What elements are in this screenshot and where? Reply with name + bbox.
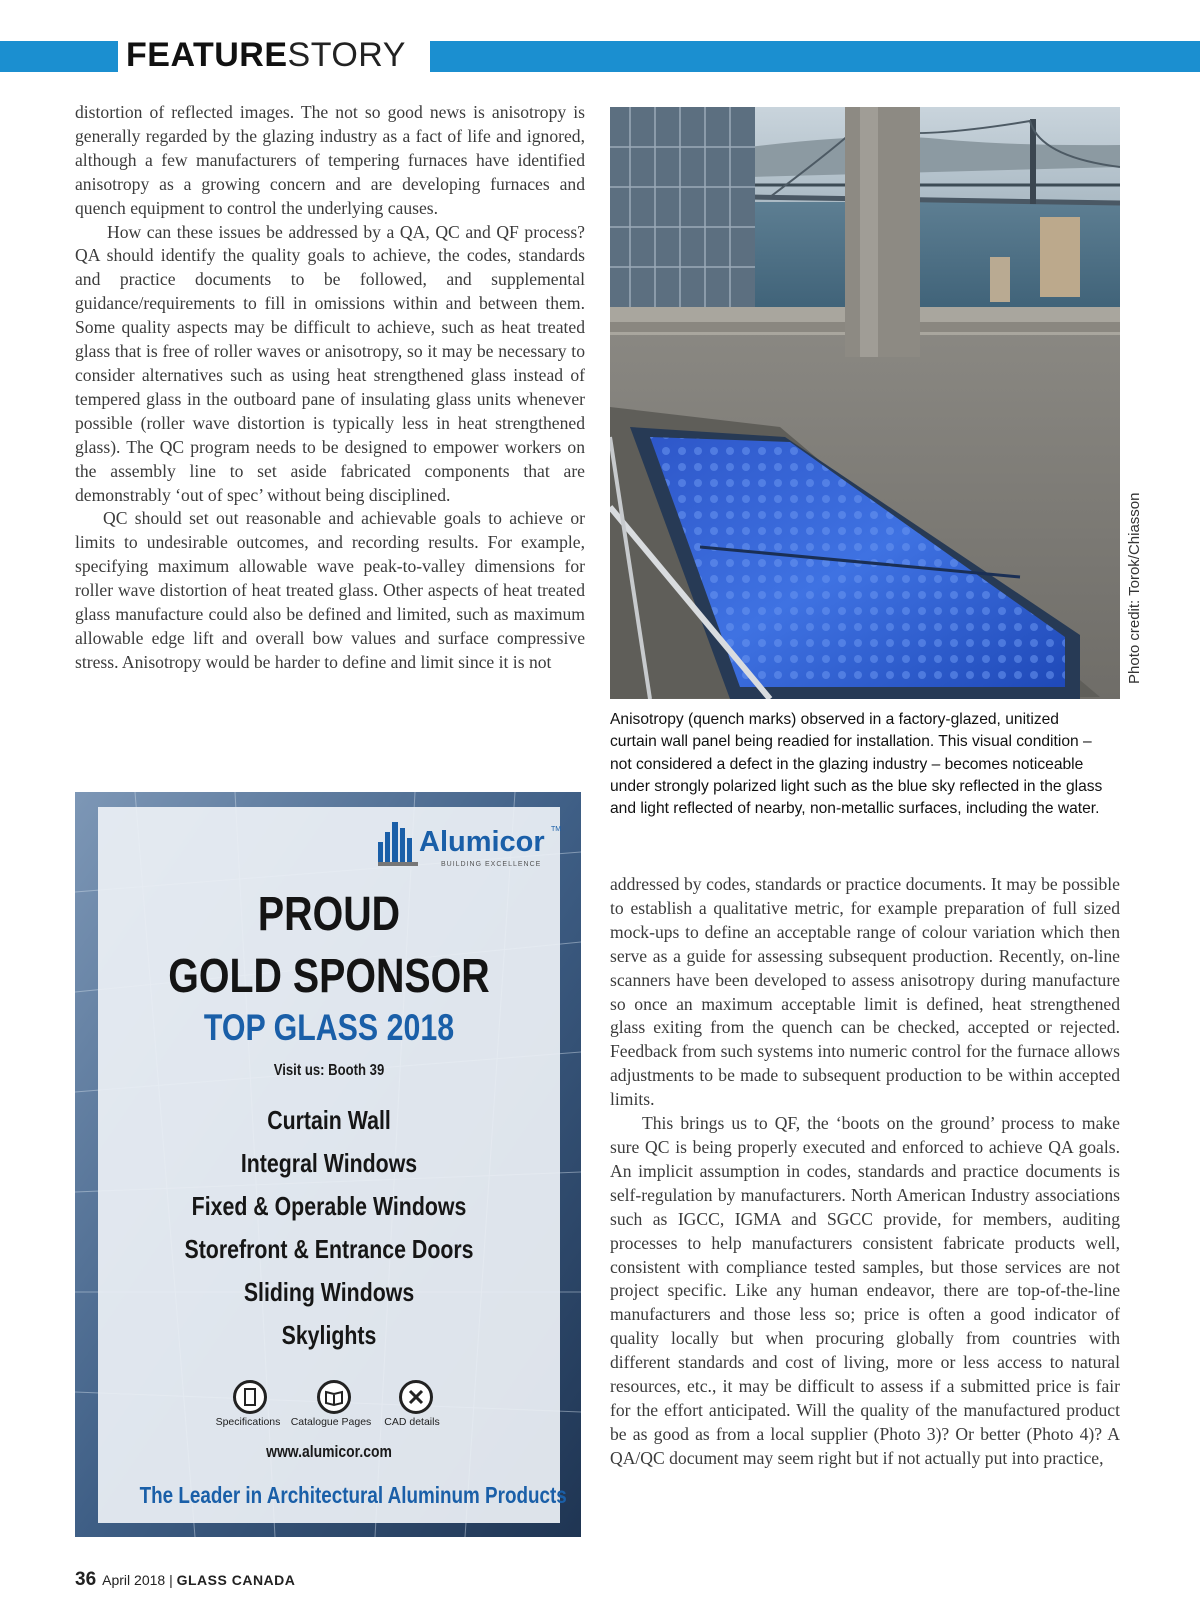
ad-event-name: TOP GLASS 2018	[203, 1007, 455, 1048]
ad-icon-label: Specifications	[215, 1416, 281, 1428]
ad-product-item: Curtain Wall	[267, 1105, 391, 1135]
photo-credit	[1124, 492, 1148, 684]
ad-icon-label: CAD details	[384, 1416, 440, 1428]
ad-brand-trademark: TM	[551, 826, 562, 833]
ad-brand-tagline: BUILDING EXCELLENCE	[441, 861, 542, 868]
ad-headline-proud: PROUD	[257, 888, 401, 941]
document-icon[interactable]	[233, 1380, 267, 1414]
book-icon[interactable]	[317, 1380, 351, 1414]
ad-product-item: Storefront & Entrance Doors	[184, 1234, 474, 1264]
ad-product-item: Sliding Windows	[243, 1277, 415, 1307]
article-column-right	[610, 873, 1120, 1471]
tools-icon[interactable]	[399, 1380, 433, 1414]
issue-date: April 2018 |	[102, 1572, 177, 1588]
section-title-bold: FEATURE	[126, 36, 288, 74]
alumicor-logo-icon	[378, 818, 418, 866]
article-paragraph: How can these issues be addressed by a QA, QC and QF process? QA should identify the quality goals to achieve, the codes, standards and practice documents to be followed, and supplemental guidance/requirements to fill in omissions within and between them. Some quality aspects may be difficult to achieve, such as heat treated glass that is free of roller waves or anisotropy, so it may be necessary to consider alternatives such as using heat strengthened glass instead of tempered glass in the outboard pane of insulating glass units whenever possible (roller wave distortion is typically less in heat strengthened glass). The QC program needs to be designed to empower workers on the assembly line to set aside fabricated components that are demonstrably ‘out of spec’ without being disciplined.	[75, 221, 585, 505]
ad-product-item: Integral Windows	[240, 1148, 418, 1178]
ad-brand-name: Alumicor	[419, 826, 545, 858]
section-title	[126, 33, 406, 73]
photo-caption: Anisotropy (quench marks) observed in a factory-glazed, unitized curtain wall panel being readied for installation. This visual condition – not considered a defect in the glazing industry – becomes noticeable under strongly polarized light such as the blue sky reflected in the glass and light reflected of nearby, non-metallic surfaces, including the water.	[610, 711, 1103, 818]
header-accent-bar-right	[430, 41, 1200, 72]
section-title-light: STORY	[287, 36, 406, 74]
ad-website-link[interactable]: www.alumicor.com	[266, 1442, 392, 1461]
ad-headline-sponsor: GOLD SPONSOR	[168, 950, 490, 1003]
article-column-left	[75, 101, 585, 675]
ad-slogan: The Leader in Architectural Aluminum Products	[139, 1482, 567, 1508]
page-footer	[75, 1568, 295, 1592]
article-paragraph: This brings us to QF, the ‘boots on the ground’ process to make sure QC is being properly executed and enforced to achieve QA goals. An implicit assumption in codes, standards and practice documents is self-regulation by manufacturers. North American Industry associations such as IGCC, IGMA and SGCC provide, for members, auditing processes to help manufacturers consistent fabricate products well, consistent with compliance tested samples, but those services are not project specific. Like any human endeavor, there are top-of-the-line manufacturers and those less so; price is often a good indicator of quality locally but when procuring globally from countries with different standards and cost of living, more or less access to natural resources, etc., it may be difficult to assess if a submitted price is fair for the effort anticipated. Will the quality of the manufactured product be as good as from a local supplier (Photo 3)? Or better (Photo 4)? A QA/QC document may seem right but if not actually put into practice,	[610, 1113, 1120, 1468]
ad-booth: Visit us: Booth 39	[273, 1062, 385, 1079]
article-paragraph: QC should set out reasonable and achievable goals to achieve or limits to undesirable outcomes, and recording results. For example, specifying maximum allowable wave peak-to-valley dimensions for roller wave distortion of heat treated glass. Other aspects of heat treated glass manufacture could also be defined and limited, such as maximum allowable edge lift and overall bow values and surface compressive stress. Anisotropy would be harder to define and limit since it is not	[75, 508, 585, 672]
photo-credit-text: Photo credit: Torok/Chiasson	[1126, 492, 1143, 684]
article-photo	[610, 107, 1120, 699]
article-paragraph: distortion of reflected images. The not so good news is anisotropy is generally regarded by the glazing industry as a fact of life and ignored, although a few manufacturers of tempering furnaces have identified anisotropy as a growing concern and are developing furnaces and quench equipment to control the underlying causes.	[75, 102, 585, 218]
magazine-name: GLASS CANADA	[176, 1572, 296, 1588]
ad-icon-label: Catalogue Pages	[290, 1416, 372, 1428]
ad-product-item: Skylights	[281, 1320, 377, 1350]
page-number: 36	[75, 1569, 97, 1590]
ad-product-item: Fixed & Operable Windows	[191, 1191, 467, 1221]
article-paragraph: addressed by codes, standards or practice documents. It may be possible to establish a qualitative metric, for example preparation of full sized mock-ups to define an acceptable range of colour variation which then serve as a guide for assessing subsequent production. Recently, on-line scanners have been developed to assess anisotropy during manufacture so once an maximum acceptable limit is defined, heat strengthened glass exiting from the quench can be checked, accepted or rejected. Feedback from such systems into numeric control for the furnace allows adjustments to be made to subsequent production to be within accepted limits.	[610, 874, 1120, 1110]
header-accent-bar-left	[0, 41, 118, 72]
